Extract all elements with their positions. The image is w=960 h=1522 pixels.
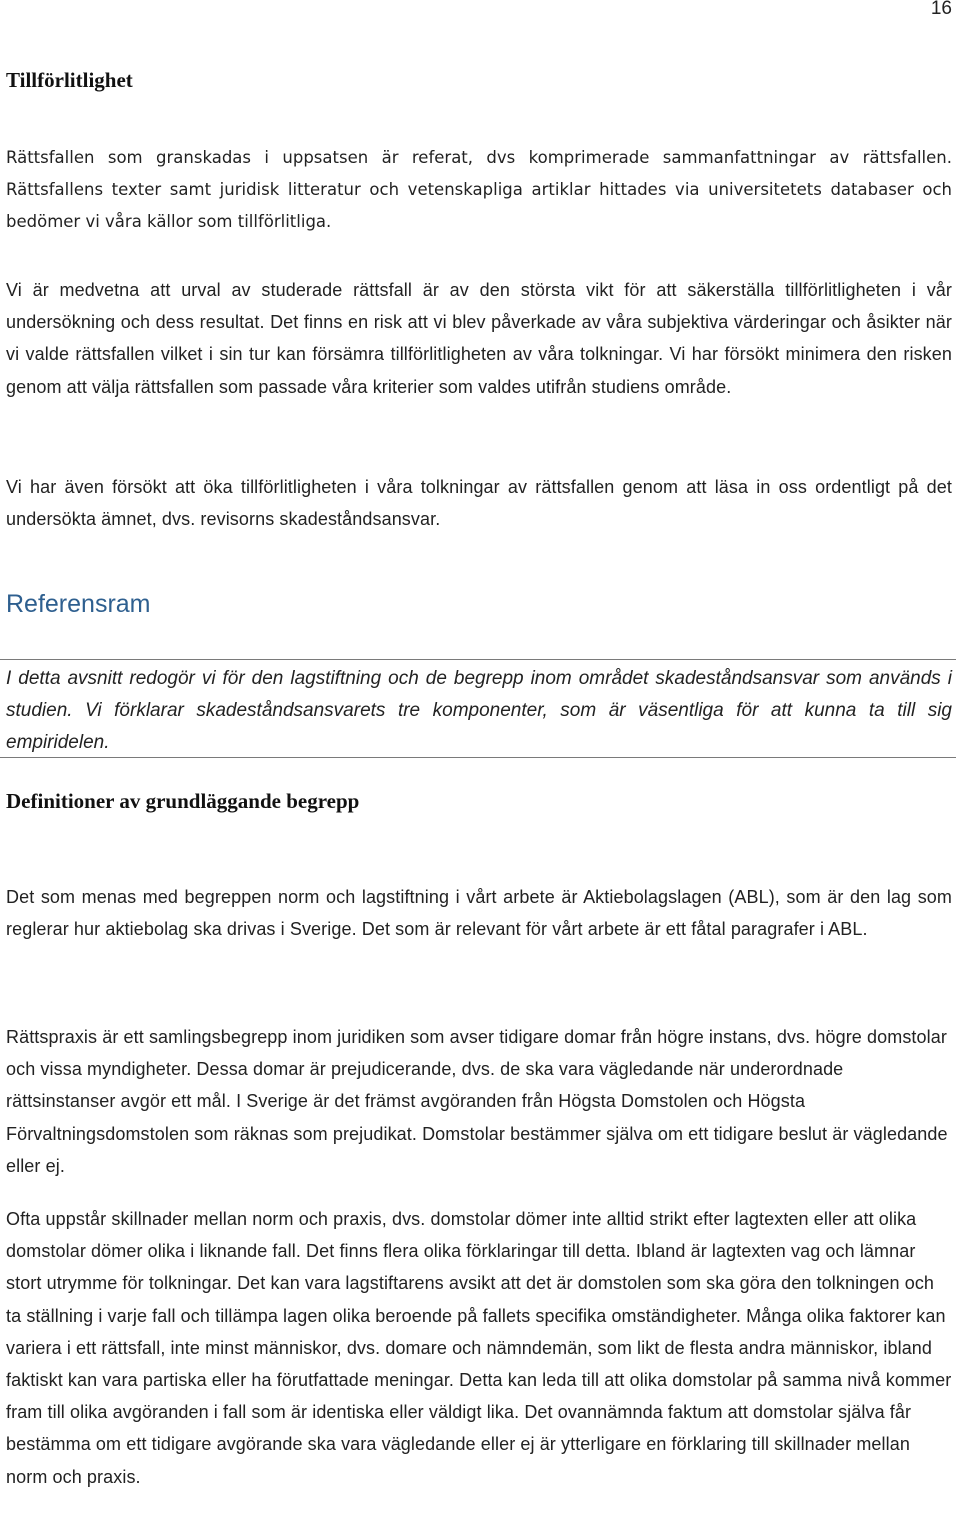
- rule-bottom: [0, 757, 956, 758]
- framework-intro: I detta avsnitt redogör vi för den lagstiftning och de begrepp inom området skadeståndsansvar som används i studien. Vi förklarar skadeståndsansvarets tre komponenter, som är väsentliga för att kunna ta till sig empiridelen.: [6, 668, 952, 753]
- reliability-paragraph-1: Rättsfallen som granskadas i uppsatsen är referat, dvs komprimerade sammanfattningar av rättsfallen. Rättsfallens texter samt juridisk litteratur och vetenskapliga artiklar hittades via universitetets databaser och bedömer vi våra källor som tillförlitliga.: [6, 148, 952, 231]
- reliability-paragraph-2: Vi är medvetna att urval av studerade rättsfall är av den största vikt för att säkerställa tillförlitligheten i vår undersökning och dess resultat. Det finns en risk att vi blev påverkade av våra subjektiva värderingar och åsikter när vi valde rättsfallen vilket i sin tur kan försämra tillförlitligheten av våra tolkningar. Vi har försökt minimera den risken genom att välja rättsfallen som passade våra kriterier som valdes utifrån studiens område.: [6, 280, 952, 397]
- definitions-paragraph-2: Rättspraxis är ett samlingsbegrepp inom juridiken som avser tidigare domar från högre instans, dvs. högre domstolar och vissa myndigheter. Dessa domar är prejudicerande, dvs. de ska vara vägledande när underordnade rättsinstanser avgör ett mål. I Sverige är det främst avgöranden från Högsta Domstolen och Högsta Förvaltningsdomstolen som räknas som prejudikat. Domstolar bestämmer själva om ett tidigare beslut är vägledande eller ej.: [6, 1027, 948, 1176]
- heading-definitions: Definitioner av grundläggande begrepp: [6, 789, 360, 813]
- rule-top: [0, 659, 956, 660]
- page-number: 16: [930, 0, 952, 19]
- definitions-paragraph-1: Det som menas med begreppen norm och lagstiftning i vårt arbete är Aktiebolagslagen (ABL), som är den lag som reglerar hur aktiebolag ska drivas i Sverige. Det som är relevant för vårt arbete är ett fåtal paragrafer i ABL.: [6, 887, 952, 940]
- section-heading-referensram: Referensram: [6, 590, 151, 618]
- heading-reliability: Tillförlitlighet: [6, 68, 133, 92]
- definitions-paragraph-3: Ofta uppstår skillnader mellan norm och praxis, dvs. domstolar dömer inte alltid strikt efter lagtexten eller att olika domstolar dömer olika i liknande fall. Det finns flera olika förklaringar till detta. Ibland är lagtexten vag och lämnar stort utrymme för tolkningar. Det kan vara lagstiftarens avsikt att det är domstolen som ska göra den tolkningen och ta ställning i varje fall och tillämpa lagen olika beroende på fallets specifika omständigheter. Många olika faktorer kan variera i ett rättsfall, inte minst människor, dvs. domare och nämndemän, som likt de flesta andra människor, ibland faktiskt kan vara partiska eller ha förutfattade meningar. Detta kan leda till att olika domstolar på samma nivå kommer fram till olika avgöranden i fall som är identiska eller väldigt lika. Det ovannämnda faktum att domstolar själva får bestämma om ett tidigare avgörande ska vara vägledande eller ej är ytterligare en förklaring till skillnader mellan norm och praxis.: [6, 1209, 952, 1487]
- reliability-paragraph-3: Vi har även försökt att öka tillförlitligheten i våra tolkningar av rättsfallen genom att läsa in oss ordentligt på det undersökta ämnet, dvs. revisorns skadeståndsansvar.: [6, 477, 952, 530]
